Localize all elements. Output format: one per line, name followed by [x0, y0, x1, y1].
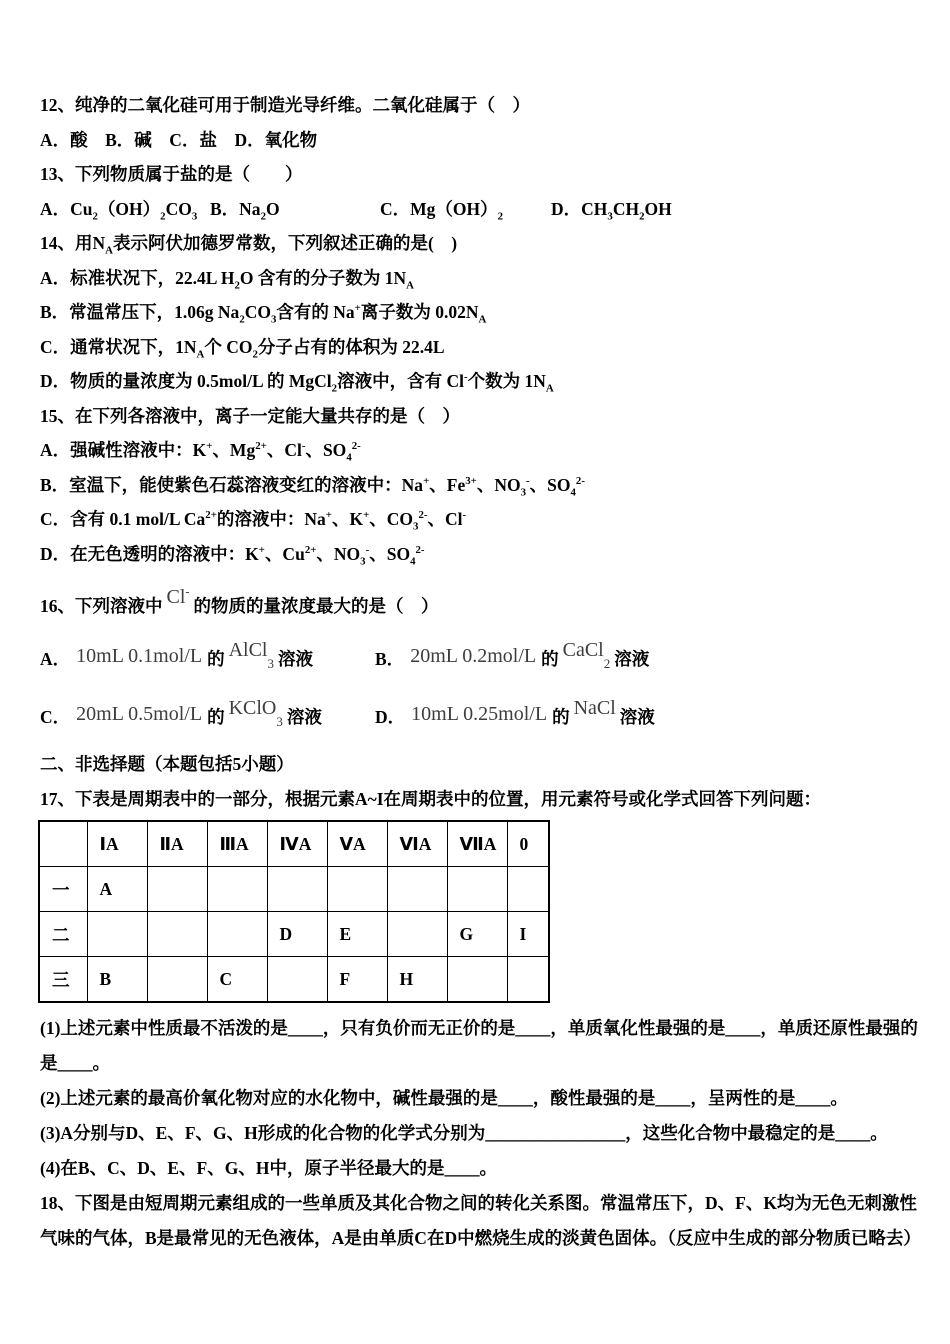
question-18-stem: 18、下图是由短周期元素组成的一些单质及其化合物之间的转化关系图。常温常压下，D、F、K均为无色无刺激性气味的气体，B是最常见的无色液体，A是由单质C在D中燃烧生成的淡黄色固体。（反应中生成的部分物质已略去） — [40, 1193, 921, 1248]
table-row-period-3 — [39, 957, 549, 1003]
element-cell — [147, 912, 207, 957]
solution-quantity: 20mL 0.2mol/L — [410, 644, 537, 667]
question-14-option-b: B．常温常压下，1.06g $Na_2CO_3$含有的 Na+离子数为 $0.02N_A$ — [40, 302, 487, 326]
particle-de: 的 — [207, 648, 225, 669]
question-16-stem-pre: 下列溶液中 — [75, 596, 163, 616]
table-header-row — [39, 821, 549, 867]
element-cell — [387, 867, 447, 912]
question-14-option-d: D．物质的量浓度为 0.5mol/L 的 MgCl$_2$溶液中，含有 Cl-个数为 $1N_A$ — [40, 371, 554, 395]
salt-formula: AlCl$_3$ — [228, 638, 274, 671]
element-cell: G — [447, 912, 507, 957]
element-cell — [507, 957, 549, 1003]
question-14-option-c: C．通常状况下，$1N_A$个 $CO_2$分子占有的体积为 22.4L — [40, 336, 445, 360]
table-row-period-1 — [39, 867, 549, 912]
element-cell: B — [87, 957, 147, 1003]
element-cell: C — [207, 957, 267, 1003]
element-cell — [147, 957, 207, 1003]
element-cell — [267, 867, 327, 912]
question-16-options-row-1 — [40, 629, 924, 687]
period-label: 一 — [39, 867, 87, 912]
element-cell — [507, 867, 549, 912]
question-13-option-c: C．$Mg(OH)_2$ — [380, 198, 504, 222]
question-16-option-b — [375, 638, 924, 671]
periodic-table-fragment — [38, 820, 550, 1003]
element-cell — [267, 957, 327, 1003]
group-header: ⅦA — [447, 821, 507, 867]
group-header: ⅠA — [87, 821, 147, 867]
solution-quantity: 20mL 0.5mol/L — [76, 702, 203, 725]
question-17-stem: 17、下表是周期表中的一部分，根据元素A~I在周期表中的位置，用元素符号或化学式回答下列问题： — [40, 788, 822, 809]
element-cell — [387, 912, 447, 957]
solution-suffix: 溶液 — [614, 648, 650, 669]
question-15-stem: 15、在下列各溶液中，离子一定能大量共存的是（ ） — [40, 405, 460, 426]
period-label: 三 — [39, 957, 87, 1003]
question-16-option-c — [40, 696, 375, 729]
question-15-option-d: D．在无色透明的溶液中：K+、$Cu^{2+}$、$NO_3^-$、$SO_4^{2-}$ — [40, 543, 425, 567]
element-cell: F — [327, 957, 387, 1003]
salt-formula: NaCl — [573, 696, 616, 719]
group-header: ⅣA — [267, 821, 327, 867]
particle-de: 的 — [541, 648, 559, 669]
element-cell — [207, 912, 267, 957]
question-17-part-1: (1)上述元素中性质最不活泼的是____，只有负价而无正价的是____，单质氧化性最强的是____，单质还原性最强的是____。 — [40, 1018, 918, 1073]
question-12-stem: 12、纯净的二氧化硅可用于制造光导纤维。二氧化硅属于（ ） — [40, 95, 530, 115]
question-14-stem: 14、用$N_A$表示阿伏加德罗常数，下列叙述正确的是( ) — [40, 233, 458, 257]
element-cell — [87, 912, 147, 957]
group-header: ⅤA — [327, 821, 387, 867]
question-13-options — [40, 192, 924, 227]
element-cell — [207, 867, 267, 912]
element-cell — [447, 867, 507, 912]
question-16-stem-post: 的物质的量浓度最大的是（ ） — [193, 596, 439, 616]
element-cell: D — [267, 912, 327, 957]
group-header: ⅥA — [387, 821, 447, 867]
question-17-part-2: (2)上述元素的最高价氧化物对应的水化物中，碱性最强的是____，酸性最强的是____，呈两性的是____。 — [40, 1088, 848, 1108]
element-cell: I — [507, 912, 549, 957]
question-16-option-d — [375, 696, 924, 729]
group-header: ⅡA — [147, 821, 207, 867]
table-row-period-2 — [39, 912, 549, 957]
element-cell — [327, 867, 387, 912]
question-16-number: 16、 — [40, 596, 75, 616]
salt-formula: CaCl$_2$ — [562, 638, 611, 671]
solution-quantity: 10mL 0.1mol/L — [76, 644, 203, 667]
option-letter: A． — [40, 648, 71, 669]
particle-de: 的 — [207, 706, 225, 727]
question-13-option-b: B．$Na_2O$ — [210, 198, 280, 222]
group-header: 0 — [507, 821, 549, 867]
question-13-stem: 13、下列物质属于盐的是（ ） — [40, 164, 303, 184]
question-15-option-b: B．室温下，能使紫色石蕊溶液变红的溶液中：Na+、$Fe^{3+}$、$NO_3^-$、$SO_4^{2-}$ — [40, 474, 585, 498]
element-cell: E — [327, 912, 387, 957]
element-cell — [147, 867, 207, 912]
section-2-title: 二、非选择题（本题包括5小题） — [40, 754, 294, 774]
solution-quantity: 10mL 0.25mol/L — [411, 702, 548, 725]
salt-formula: KClO$_3$ — [228, 696, 283, 729]
question-17-part-4: (4)在B、C、D、E、F、G、H中，原子半径最大的是____。 — [40, 1158, 497, 1178]
question-16-options-row-2 — [40, 687, 924, 745]
option-letter: B． — [375, 648, 405, 669]
question-15-option-c: C．含有 0.1 mol/L $Ca^{2+}$的溶液中：Na+、K+、$CO_3^{2-}$、Cl- — [40, 509, 467, 533]
option-letter: D． — [375, 706, 406, 727]
question-16-option-a — [40, 638, 375, 671]
question-17-part-3: (3)A分别与D、E、F、G、H形成的化合物的化学式分别为________________，这些化合物中最稳定的是____。 — [40, 1123, 888, 1143]
table-corner-cell — [39, 821, 87, 867]
solution-suffix: 溶液 — [619, 706, 655, 727]
element-cell — [447, 957, 507, 1003]
element-cell: H — [387, 957, 447, 1003]
solution-suffix: 溶液 — [286, 706, 322, 727]
solution-suffix: 溶液 — [277, 648, 313, 669]
question-15-option-a: A．强碱性溶液中：K+、$Mg^{2+}$、Cl-、$SO_4^{2-}$ — [40, 440, 361, 464]
question-13-option-a: A．$Cu_2(OH)_2CO_3$ — [40, 198, 198, 222]
chloride-ion-formula: Cl- — [166, 584, 190, 608]
period-label: 二 — [39, 912, 87, 957]
question-16-stem — [40, 583, 924, 629]
particle-de: 的 — [552, 706, 570, 727]
group-header: ⅢA — [207, 821, 267, 867]
element-cell: A — [87, 867, 147, 912]
question-12-options: A．酸 B．碱 C．盐 D．氧化物 — [40, 129, 318, 150]
question-14-option-a: A．标准状况下，22.4L $H_2O$ 含有的分子数为 $1N_A$ — [40, 267, 414, 291]
option-letter: C． — [40, 706, 71, 727]
question-13-option-d: D．$CH_3CH_2OH$ — [551, 198, 672, 222]
